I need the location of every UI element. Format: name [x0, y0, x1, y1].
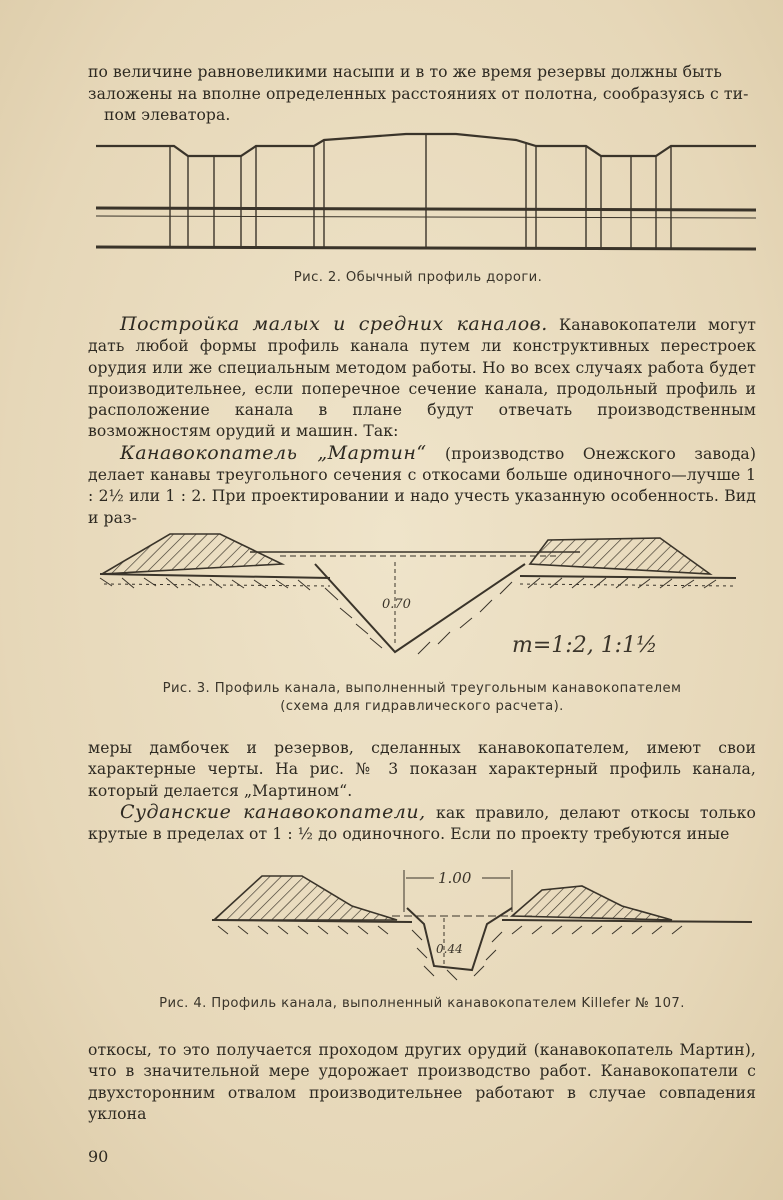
figure-4-caption: Рис. 4. Профиль канала, выполненный канавокопателем Killefer № 107. [159, 996, 685, 1011]
intro-line: заложены на вполне определенных расстояниях от полотна, сообразуясь с ти- [88, 84, 749, 103]
fig4-width-label: 1.00 [438, 869, 472, 887]
sudan-heading: Суданские канавокопатели, [120, 800, 426, 823]
end-paragraph [88, 1040, 756, 1125]
martin-heading: Канавокопатель „Мартин“ [120, 441, 427, 464]
right-dam [530, 538, 710, 574]
fig4-depth-label: 0.44 [436, 942, 463, 956]
figure-3-caption [88, 680, 756, 716]
intro-line: пом элеватора. [104, 106, 231, 124]
figure-4-canal-profile [212, 866, 772, 986]
section-body: Канавокопатели могут дать любой формы профиль канала путем ли конструктивных перестроек орудия или же специальным методом работы. Но во всех случаях работа будет производительнее, если поперечное сечение канала, продольный профиль и расположение канала в плане будут отвечать производственным возможностям орудий и машин. Так: [88, 316, 756, 441]
intro-paragraph [88, 62, 756, 127]
section-heading: Постройка малых и средних каналов. [120, 313, 548, 335]
figure-2-road-profile [96, 130, 756, 260]
figure-2-caption: Рис. 2. Обычный профиль дороги. [293, 270, 543, 285]
figure-3-caption-line1: Рис. 3. Профиль канала, выполненный треугольным канавокопателем [162, 681, 682, 696]
fig3-slope-label: m=1:2, 1:1½ [512, 633, 658, 658]
figure-3-canal-profile [100, 528, 740, 668]
end-body: откосы, то это получается проходом других орудий (канавокопатель Мартин), что в значительной мере удорожает производство работ. Канавокопатели с двухсторонним отвалом производительнее работают в случае совпадения уклона [88, 1041, 756, 1123]
canal-cut [407, 908, 512, 970]
canal-cut [315, 564, 525, 652]
left-dam [102, 534, 282, 574]
page-number: 90 [88, 1147, 109, 1166]
martin-body: (производство Онежского завода) делает канавы треугольного сечения с откосами больше одиночного—лучше 1 : 2½ или 1 : 2. При проектировании и надо учесть указанную особенность. Вид и раз- [88, 444, 757, 527]
intro-line: по величине равновеликими насыпи и в то же время резервы должны быть [88, 63, 722, 81]
fig3-depth-label: 0.70 [382, 597, 411, 612]
middle-body: меры дамбочек и резервов, сделанных канавокопателем, имеют свои характерные черты. На рис. № 3 показан характерный профиль канала, который делается „Мартином“. [88, 739, 756, 800]
ground-line-right [520, 576, 736, 578]
ground-line-left [100, 574, 330, 578]
left-dam [214, 876, 397, 920]
section-paragraph [88, 314, 756, 529]
middle-paragraph [88, 738, 756, 845]
right-dam [512, 886, 672, 920]
figure-3-caption-line2: (схема для гидравлического расчета). [280, 699, 564, 714]
sudan-body: как правило, делают откосы только крутые в пределах от 1 : ½ до одиночного. Если по проекту требуются иные [88, 803, 756, 844]
